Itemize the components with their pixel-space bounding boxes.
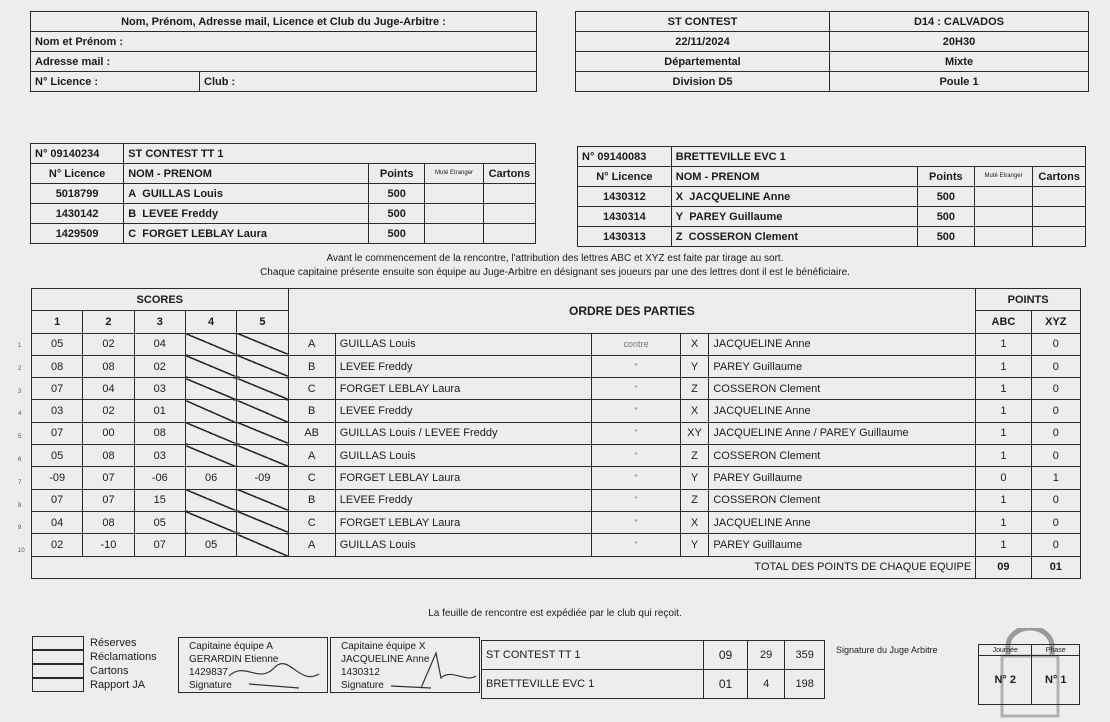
journee-label: Journée <box>979 645 1032 656</box>
set-score <box>237 489 288 511</box>
captain-a-box <box>178 637 328 693</box>
game-points-xyz: 0 <box>1031 534 1080 556</box>
game-points-abc: 1 <box>976 489 1031 511</box>
team-a-number: N° 09140234 <box>31 144 124 164</box>
points-header: POINTS <box>976 289 1081 311</box>
player-licence: 1430314 <box>578 207 672 227</box>
set-score: 05 <box>185 534 236 556</box>
player-letter: Z <box>675 230 683 243</box>
referee-licence-label: N° Licence : <box>31 72 200 92</box>
set-score: 08 <box>134 422 185 444</box>
team-a-player-row <box>31 184 536 204</box>
game-contre: " <box>592 511 680 533</box>
set-score: 08 <box>83 355 134 377</box>
set-score <box>237 422 288 444</box>
game-letter-xyz: XY <box>680 422 709 444</box>
set-score: 05 <box>32 333 83 355</box>
game-points-abc: 1 <box>976 445 1031 467</box>
player-letter: B <box>128 207 137 220</box>
game-points-xyz: 0 <box>1031 355 1080 377</box>
captain-a-signature-label: Signature <box>189 680 232 691</box>
captain-a-licence: 1429837 <box>189 667 228 678</box>
set-score: 07 <box>32 378 83 400</box>
set-score: 00 <box>83 422 134 444</box>
match-club: ST CONTEST <box>576 12 830 32</box>
player-points: 500 <box>369 224 425 244</box>
team-x-number: N° 09140083 <box>578 147 672 167</box>
referee-name-label: Nom et Prénom : <box>31 32 537 52</box>
player-name: PAREY Guillaume <box>689 210 783 223</box>
player-points: 500 <box>369 204 425 224</box>
legend-label: Rapport JA <box>90 679 146 691</box>
referee-signature-label: Signature du Juge Arbitre <box>836 645 938 655</box>
player-licence: 1430313 <box>578 227 672 247</box>
captain-a-name: GERARDIN Etienne <box>189 654 279 665</box>
game-row <box>32 467 1081 489</box>
player-points: 500 <box>918 187 975 207</box>
game-letter-xyz: Z <box>680 445 709 467</box>
team-a-col-points: Points <box>369 164 425 184</box>
game-points-abc: 1 <box>976 534 1031 556</box>
set-score <box>185 378 236 400</box>
game-letter-xyz: Z <box>680 489 709 511</box>
player-points: 500 <box>918 227 975 247</box>
player-letter: C <box>128 227 137 240</box>
game-contre: " <box>592 378 680 400</box>
player-licence: 1430312 <box>578 187 672 207</box>
game-points-xyz: 0 <box>1031 445 1080 467</box>
result-value: 359 <box>785 641 825 670</box>
journee-phase-box <box>978 628 1082 718</box>
set-score: 07 <box>134 534 185 556</box>
captain-a-title: Capitaine équipe A <box>189 641 273 652</box>
game-player-xyz: COSSERON Clement <box>709 489 976 511</box>
match-level: Départemental <box>576 52 830 72</box>
game-letter-xyz: X <box>680 400 709 422</box>
game-player-xyz: PAREY Guillaume <box>709 355 976 377</box>
set-score <box>185 489 236 511</box>
set-score: 04 <box>134 333 185 355</box>
set-header: 4 <box>185 311 236 333</box>
game-player-abc: LEVEE Freddy <box>335 400 592 422</box>
captain-a-signature <box>219 656 329 692</box>
set-score: 08 <box>83 511 134 533</box>
team-x-col-points: Points <box>918 167 975 187</box>
game-contre: contre <box>592 333 680 355</box>
game-row <box>32 378 1081 400</box>
journee-phase-table <box>978 644 1080 705</box>
order-header: ORDRE DES PARTIES <box>288 289 976 334</box>
match-category: D14 : CALVADOS <box>830 12 1089 32</box>
team-x-col-cards: Cartons <box>1033 167 1086 187</box>
total-xyz: 01 <box>1031 556 1080 578</box>
game-points-xyz: 0 <box>1031 511 1080 533</box>
set-header: 1 <box>32 311 83 333</box>
legend-box <box>32 650 84 664</box>
row-number: 1 <box>18 343 22 349</box>
player-name: LEVEE Freddy <box>142 207 219 220</box>
match-date: 22/11/2024 <box>576 32 830 52</box>
team-x-col-name: NOM - PRENOM <box>671 167 917 187</box>
team-a-table <box>30 143 536 244</box>
result-team: ST CONTEST TT 1 <box>482 641 704 670</box>
set-score: 08 <box>32 355 83 377</box>
game-letter-xyz: X <box>680 511 709 533</box>
team-a-col-name: NOM - PRENOM <box>124 164 369 184</box>
game-letter-abc: B <box>288 355 335 377</box>
set-header: 2 <box>83 311 134 333</box>
player-name: GUILLAS Louis <box>142 187 223 200</box>
row-number: 2 <box>18 365 22 372</box>
set-score: 07 <box>32 489 83 511</box>
scores-header: SCORES <box>32 289 289 311</box>
set-score <box>237 534 288 556</box>
game-row <box>32 400 1081 422</box>
team-x-col-mute: Muté Etranger <box>974 167 1033 187</box>
row-number: 4 <box>18 411 22 418</box>
game-player-abc: LEVEE Freddy <box>335 489 592 511</box>
team-x-name: BRETTEVILLE EVC 1 <box>671 147 1085 167</box>
team-x-player-row <box>578 227 1086 247</box>
total-label: TOTAL DES POINTS DE CHAQUE EQUIPE <box>32 556 976 578</box>
game-letter-xyz: Y <box>680 355 709 377</box>
game-letter-abc: C <box>288 467 335 489</box>
games-table <box>31 288 1081 579</box>
set-score: 03 <box>134 378 185 400</box>
result-value: 198 <box>785 670 825 699</box>
game-player-abc: GUILLAS Louis <box>335 333 592 355</box>
game-letter-abc: C <box>288 378 335 400</box>
set-score: -09 <box>237 467 288 489</box>
legend-box <box>32 664 84 678</box>
game-points-xyz: 0 <box>1031 400 1080 422</box>
result-team: BRETTEVILLE EVC 1 <box>482 670 704 699</box>
game-contre: " <box>592 445 680 467</box>
row-number: 6 <box>18 457 22 463</box>
journee-value: N° 2 <box>979 656 1032 705</box>
game-contre: " <box>592 489 680 511</box>
game-player-abc: GUILLAS Louis <box>335 445 592 467</box>
set-score: 02 <box>83 400 134 422</box>
set-score: 07 <box>83 489 134 511</box>
game-player-abc: FORGET LEBLAY Laura <box>335 467 592 489</box>
set-score <box>237 378 288 400</box>
team-a-name: ST CONTEST TT 1 <box>124 144 536 164</box>
phase-label: Phase <box>1032 645 1080 656</box>
set-score <box>237 333 288 355</box>
result-value: 29 <box>747 641 785 670</box>
game-player-abc: LEVEE Freddy <box>335 355 592 377</box>
legend-box <box>32 636 84 650</box>
captain-x-title: Capitaine équipe X <box>341 641 426 652</box>
player-licence: 1429509 <box>31 224 124 244</box>
game-contre: " <box>592 355 680 377</box>
game-contre: " <box>592 467 680 489</box>
game-player-xyz: JACQUELINE Anne <box>709 400 976 422</box>
game-points-xyz: 0 <box>1031 489 1080 511</box>
game-player-xyz: COSSERON Clement <box>709 445 976 467</box>
row-number: 10 <box>18 548 25 555</box>
results-table <box>481 640 825 699</box>
captain-x-box <box>330 637 480 693</box>
player-points: 500 <box>918 207 975 227</box>
team-x-col-licence: N° Licence <box>578 167 672 187</box>
game-points-xyz: 1 <box>1031 467 1080 489</box>
set-header: 5 <box>237 311 288 333</box>
referee-club-label: Club : <box>200 72 537 92</box>
game-row <box>32 422 1081 444</box>
set-score: 04 <box>32 511 83 533</box>
xyz-header: XYZ <box>1031 311 1080 333</box>
set-score <box>185 422 236 444</box>
set-score: 04 <box>83 378 134 400</box>
set-score: 02 <box>134 355 185 377</box>
set-score: 07 <box>32 422 83 444</box>
game-points-abc: 1 <box>976 511 1031 533</box>
game-points-abc: 1 <box>976 355 1031 377</box>
game-player-abc: FORGET LEBLAY Laura <box>335 511 592 533</box>
set-score <box>185 333 236 355</box>
game-letter-xyz: X <box>680 333 709 355</box>
game-player-abc: FORGET LEBLAY Laura <box>335 378 592 400</box>
captain-x-signature-label: Signature <box>341 680 384 691</box>
set-score: 05 <box>134 511 185 533</box>
game-row <box>32 355 1081 377</box>
captain-x-licence: 1430312 <box>341 667 380 678</box>
game-row <box>32 445 1081 467</box>
game-row <box>32 511 1081 533</box>
team-x-table <box>577 146 1086 247</box>
draw-note-2: Chaque capitaine présente ensuite son équipe au Juge-Arbitre en désignant ses joueurs par une des lettres dont il est le bénéficiaire. <box>260 267 850 278</box>
game-points-abc: 0 <box>976 467 1031 489</box>
row-number: 3 <box>18 388 22 395</box>
legend-box <box>32 678 84 692</box>
game-player-xyz: JACQUELINE Anne / PAREY Guillaume <box>709 422 976 444</box>
game-player-xyz: JACQUELINE Anne <box>709 511 976 533</box>
sent-note: La feuille de rencontre est expédiée par le club qui reçoit. <box>428 608 682 619</box>
result-value: 09 <box>704 641 748 670</box>
player-letter: A <box>128 187 137 200</box>
player-name: JACQUELINE Anne <box>689 190 791 203</box>
set-score: -10 <box>83 534 134 556</box>
captain-x-name: JACQUELINE Anne <box>341 654 430 665</box>
set-score: 02 <box>32 534 83 556</box>
team-a-col-licence: N° Licence <box>31 164 124 184</box>
team-x-player-row <box>578 207 1086 227</box>
player-name: FORGET LEBLAY Laura <box>142 227 267 240</box>
set-score: -06 <box>134 467 185 489</box>
set-score: -09 <box>32 467 83 489</box>
legend-label: Réclamations <box>90 651 157 663</box>
phase-value: N° 1 <box>1032 656 1080 705</box>
set-score <box>185 400 236 422</box>
game-points-abc: 1 <box>976 422 1031 444</box>
set-score: 08 <box>83 445 134 467</box>
legend-label: Cartons <box>90 665 129 677</box>
player-licence: 1430142 <box>31 204 124 224</box>
match-info-table <box>575 11 1089 92</box>
row-number: 7 <box>18 479 22 486</box>
set-score: 15 <box>134 489 185 511</box>
game-row <box>32 534 1081 556</box>
set-score: 05 <box>32 445 83 467</box>
row-number: 5 <box>18 434 22 441</box>
game-points-xyz: 0 <box>1031 422 1080 444</box>
referee-header: Nom, Prénom, Adresse mail, Licence et Club du Juge-Arbitre : <box>31 12 537 32</box>
set-score: 02 <box>83 333 134 355</box>
team-a-player-row <box>31 204 536 224</box>
game-player-xyz: PAREY Guillaume <box>709 467 976 489</box>
match-time: 20H30 <box>830 32 1089 52</box>
team-a-player-row <box>31 224 536 244</box>
referee-table <box>30 11 537 92</box>
game-letter-xyz: Y <box>680 467 709 489</box>
row-number: 8 <box>18 502 22 509</box>
abc-header: ABC <box>976 311 1031 333</box>
player-licence: 5018799 <box>31 184 124 204</box>
game-letter-xyz: Y <box>680 534 709 556</box>
set-score <box>185 355 236 377</box>
captain-x-signature <box>381 648 481 692</box>
game-contre: " <box>592 400 680 422</box>
set-score <box>237 445 288 467</box>
game-points-abc: 1 <box>976 333 1031 355</box>
game-letter-abc: AB <box>288 422 335 444</box>
game-points-abc: 1 <box>976 378 1031 400</box>
game-letter-xyz: Z <box>680 378 709 400</box>
result-value: 4 <box>747 670 785 699</box>
game-contre: " <box>592 534 680 556</box>
game-row <box>32 333 1081 355</box>
game-letter-abc: B <box>288 489 335 511</box>
player-letter: Y <box>675 210 684 223</box>
player-name: COSSERON Clement <box>688 230 799 243</box>
set-score <box>185 445 236 467</box>
team-x-player-row <box>578 187 1086 207</box>
game-points-xyz: 0 <box>1031 378 1080 400</box>
game-points-abc: 1 <box>976 400 1031 422</box>
set-score <box>237 511 288 533</box>
row-number: 9 <box>18 525 22 532</box>
total-abc: 09 <box>976 556 1031 578</box>
game-player-xyz: PAREY Guillaume <box>709 534 976 556</box>
game-player-xyz: COSSERON Clement <box>709 378 976 400</box>
result-value: 01 <box>704 670 748 699</box>
game-row <box>32 489 1081 511</box>
legend-label: Réserves <box>90 637 137 649</box>
game-letter-abc: B <box>288 400 335 422</box>
set-score: 01 <box>134 400 185 422</box>
player-letter: X <box>675 190 684 203</box>
match-pool: Poule 1 <box>830 72 1089 92</box>
match-division: Division D5 <box>576 72 830 92</box>
set-header: 3 <box>134 311 185 333</box>
player-points: 500 <box>369 184 425 204</box>
game-points-xyz: 0 <box>1031 333 1080 355</box>
game-player-xyz: JACQUELINE Anne <box>709 333 976 355</box>
team-a-col-cards: Cartons <box>483 164 535 184</box>
game-letter-abc: A <box>288 534 335 556</box>
game-letter-abc: A <box>288 333 335 355</box>
game-player-abc: GUILLAS Louis / LEVEE Freddy <box>335 422 592 444</box>
footer-legend <box>32 636 172 692</box>
game-contre: " <box>592 422 680 444</box>
set-score <box>185 511 236 533</box>
set-score: 06 <box>185 467 236 489</box>
referee-email-label: Adresse mail : <box>31 52 537 72</box>
set-score <box>237 355 288 377</box>
set-score <box>237 400 288 422</box>
draw-note-1: Avant le commencement de la rencontre, l'attribution des lettres ABC et XYZ est faite par tirage au sort. <box>326 253 784 264</box>
match-type: Mixte <box>830 52 1089 72</box>
set-score: 03 <box>32 400 83 422</box>
game-letter-abc: C <box>288 511 335 533</box>
set-score: 07 <box>83 467 134 489</box>
set-score: 03 <box>134 445 185 467</box>
game-player-abc: GUILLAS Louis <box>335 534 592 556</box>
game-letter-abc: A <box>288 445 335 467</box>
team-a-col-mute: Muté Etranger <box>425 164 483 184</box>
